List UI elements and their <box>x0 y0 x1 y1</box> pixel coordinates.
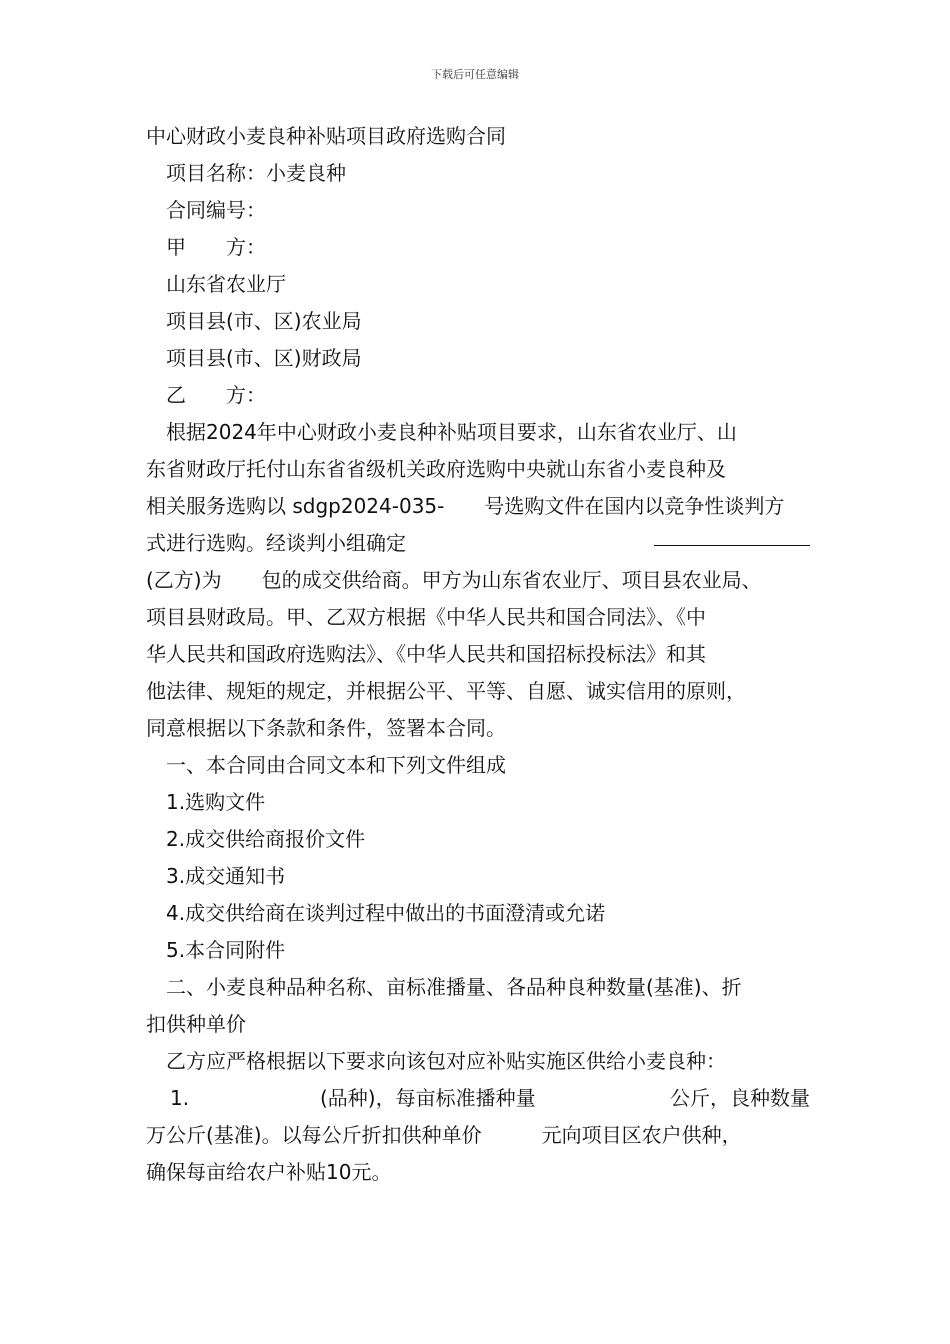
document-title: 中心财政小麦良种补贴项目政府选购合同 <box>146 124 506 148</box>
paragraph-line: 同意根据以下条款和条件，签署本合同。 <box>146 716 506 740</box>
party-a-label: 甲 方： <box>166 235 266 259</box>
quantity-segment: 公斤，良种数量 <box>670 1086 810 1110</box>
project-name: 项目名称：小麦良种 <box>166 161 346 185</box>
party-a-agency-3: 项目县(市、区)财政局 <box>166 346 362 370</box>
paragraph-line: 万公斤(基准)。以每公斤折扣供种单价 元向项目区农户供种， <box>146 1123 742 1147</box>
list-item: 2.成交供给商报价文件 <box>166 827 366 851</box>
paragraph-line-spaced <box>146 1080 810 1117</box>
paragraph-line: 确保每亩给农户补贴10元。 <box>146 1160 392 1184</box>
paragraph-line: 乙方应严格根据以下要求向该包对应补贴实施区供给小麦良种： <box>166 1049 726 1073</box>
variety-segment: (品种)，每亩标准播种量 <box>320 1086 536 1110</box>
paragraph-line: (乙方)为 包的成交供给商。甲方为山东省农业厅、项目县农业局、 <box>146 568 762 592</box>
paragraph-line: 东省财政厅托付山东省省级机关政府选购中央就山东省小麦良种及 <box>146 457 726 481</box>
list-item: 1.选购文件 <box>166 790 266 814</box>
paragraph-line: 项目县财政局。甲、乙双方根据《中华人民共和国合同法》、《中 <box>146 605 706 629</box>
paragraph-line: 他法律、规矩的规定，并根据公平、平等、自愿、诚实信用的原则， <box>146 679 746 703</box>
list-item: 3.成交通知书 <box>166 864 286 888</box>
list-item: 5.本合同附件 <box>166 938 286 962</box>
contract-document <box>146 118 810 1191</box>
paragraph-line: 根据2024年中心财政小麦良种补贴项目要求，山东省农业厅、山 <box>166 420 737 444</box>
paragraph-line-with-blank <box>146 525 810 562</box>
party-a-agency-2: 项目县(市、区)农业局 <box>166 309 362 333</box>
party-a-agency-1: 山东省农业厅 <box>166 272 286 296</box>
paragraph-line: 式进行选购。经谈判小组确定 <box>146 531 406 555</box>
party-b-label: 乙 方： <box>166 383 266 407</box>
fill-in-blank <box>654 525 810 546</box>
contract-number: 合同编号： <box>166 198 266 222</box>
list-item: 4.成交供给商在谈判过程中做出的书面澄清或允诺 <box>166 901 606 925</box>
section-2-heading-cont: 扣供种单价 <box>146 1012 246 1036</box>
item-number: 1. <box>170 1086 190 1110</box>
paragraph-line: 华人民共和国政府选购法》、《中华人民共和国招标投标法》和其 <box>146 642 706 666</box>
paragraph-line: 相关服务选购以 sdgp2024-035- 号选购文件在国内以竞争性谈判方 <box>146 494 785 518</box>
header-note: 下载后可任意编辑 <box>431 68 519 81</box>
section-2-heading: 二、小麦良种品种名称、亩标准播量、各品种良种数量(基准)、折 <box>166 975 742 999</box>
section-1-heading: 一、本合同由合同文本和下列文件组成 <box>166 753 506 777</box>
